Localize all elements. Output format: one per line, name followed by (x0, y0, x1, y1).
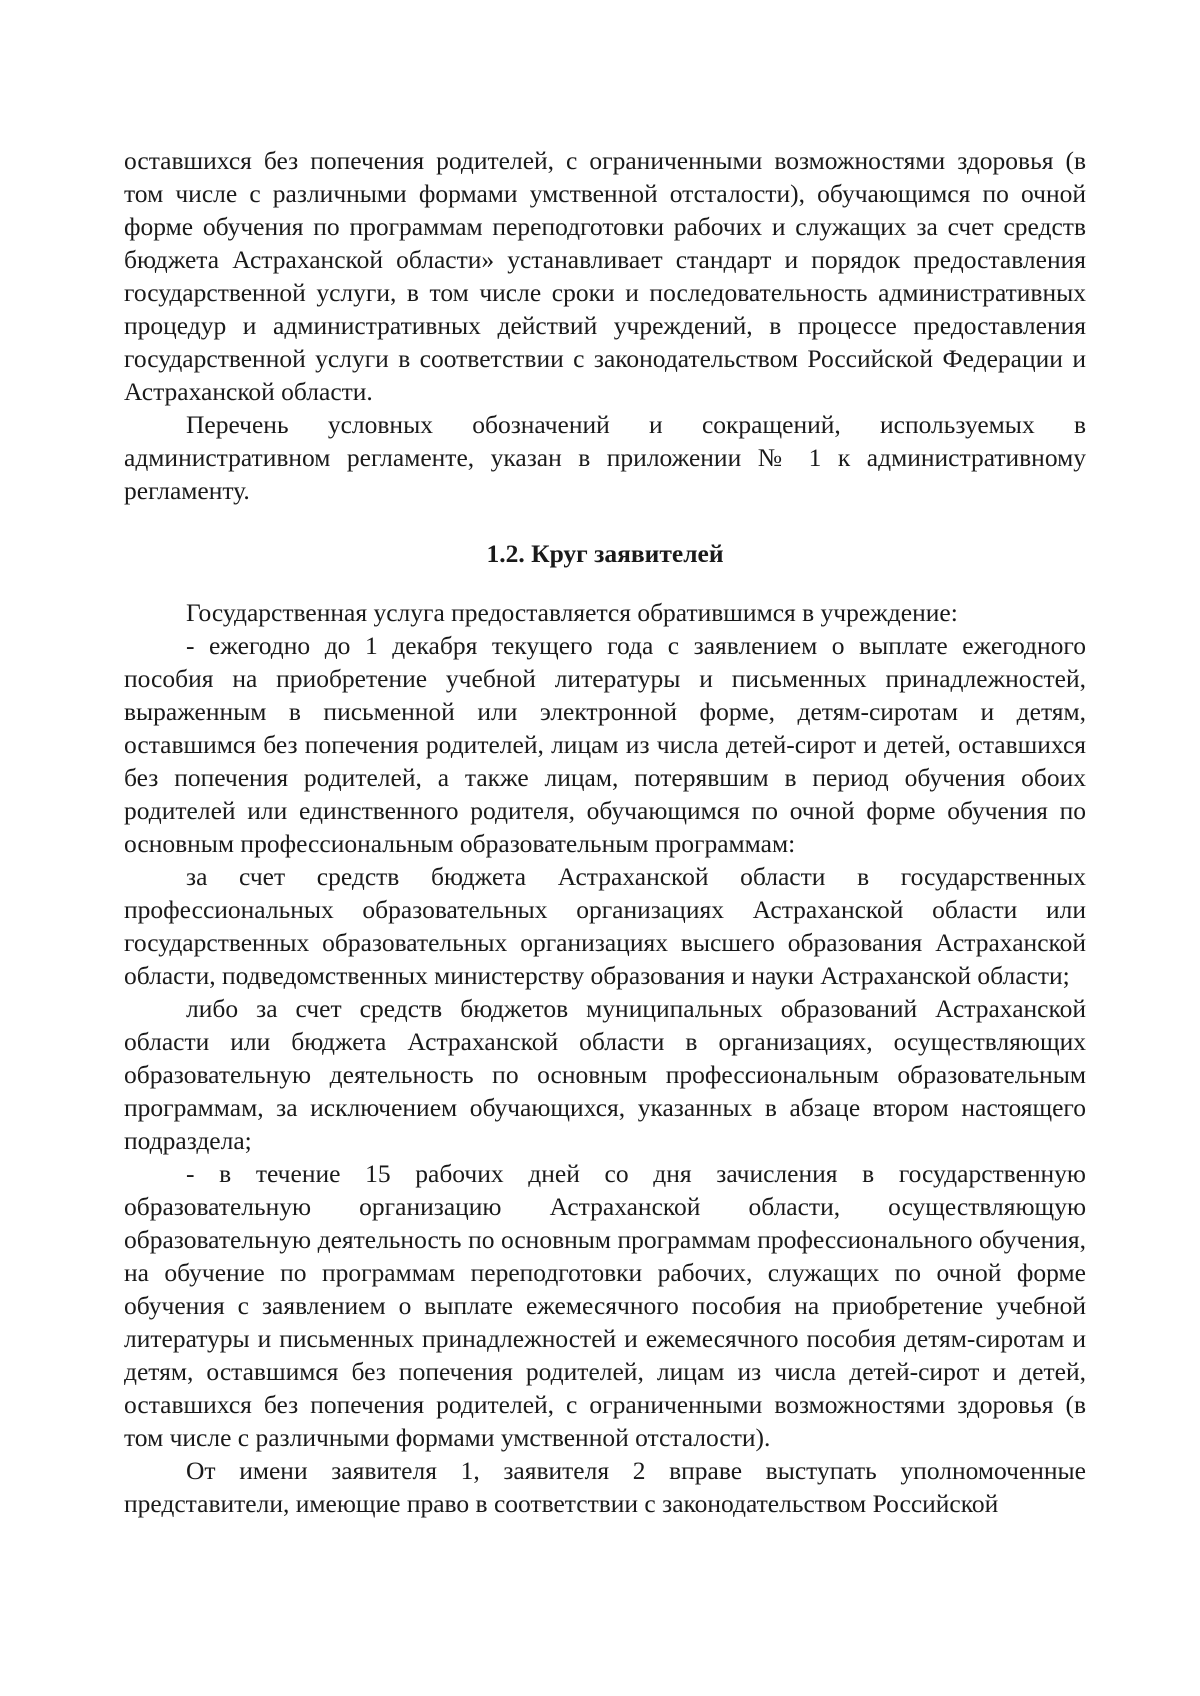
section-paragraph-1: Государственная услуга предоставляется обратившимся в учреждение: (186, 598, 958, 627)
section-paragraph-2: - ежегодно до 1 декабря текущего года с заявлением о выплате ежегодного пособия на приобретение учебной литературы и письменных принадлежностей, выраженным в письменной или электронной форме, детям-сиротам и детям, оставшимся без попечения родителей, лицам из числа детей-сирот и детей, оставшихся без попечения родителей, а также лицам, потерявшим в период обучения обоих родителей или единственного родителя, обучающимся по очной форме обучения по основным профессиональным образовательным программам: (124, 631, 1086, 858)
document-page (124, 144, 1086, 1520)
section-paragraph-5: - в течение 15 рабочих дней со дня зачисления в государственную образовательную организацию Астраханской области, осуществляющую образовательную деятельность по основным программам профессионального обучения, на обучение по программам переподготовки рабочих, служащих по очной форме обучения с заявлением о выплате ежемесячного пособия на приобретение учебной литературы и письменных принадлежностей и ежемесячного пособия детям-сиротам и детям, оставшимся без попечения родителей, лицам из числа детей-сирот и детей, оставшихся без попечения родителей, с ограниченными возможностями здоровья (в том числе с различными формами умственной отсталости). (124, 1159, 1086, 1452)
intro-paragraph: оставшихся без попечения родителей, с ограниченными возможностями здоровья (в том числе с различными формами умственной отсталости), обучающимся по очной форме обучения по программам переподготовки рабочих и служащих за счет средств бюджета Астраханской области» устанавливает стандарт и порядок предоставления государственной услуги, в том числе сроки и последовательность административных процедур и административных действий учреждений, в процессе предоставления государственной услуги в соответствии с законодательством Российской Федерации и Астраханской области. (124, 146, 1086, 406)
section-heading: 1.2. Круг заявителей (486, 539, 724, 568)
section-paragraph-4: либо за счет средств бюджетов муниципальных образований Астраханской области или бюджета Астраханской области в организациях, осуществляющих образовательную деятельность по основным профессиональным образовательным программам, за исключением обучающихся, указанных в абзаце втором настоящего подраздела; (124, 994, 1086, 1155)
section-paragraph-6: От имени заявителя 1, заявителя 2 вправе выступать уполномоченные представители, имеющие право в соответствии с законодательством Российской (124, 1456, 1086, 1518)
section-paragraph-3: за счет средств бюджета Астраханской области в государственных профессиональных образовательных организациях Астраханской области или государственных образовательных организациях высшего образования Астраханской области, подведомственных министерству образования и науки Астраханской области; (124, 862, 1086, 990)
abbreviations-paragraph: Перечень условных обозначений и сокращений, используемых в административном регламенте, указан в приложении № 1 к административному регламенту. (124, 410, 1086, 505)
